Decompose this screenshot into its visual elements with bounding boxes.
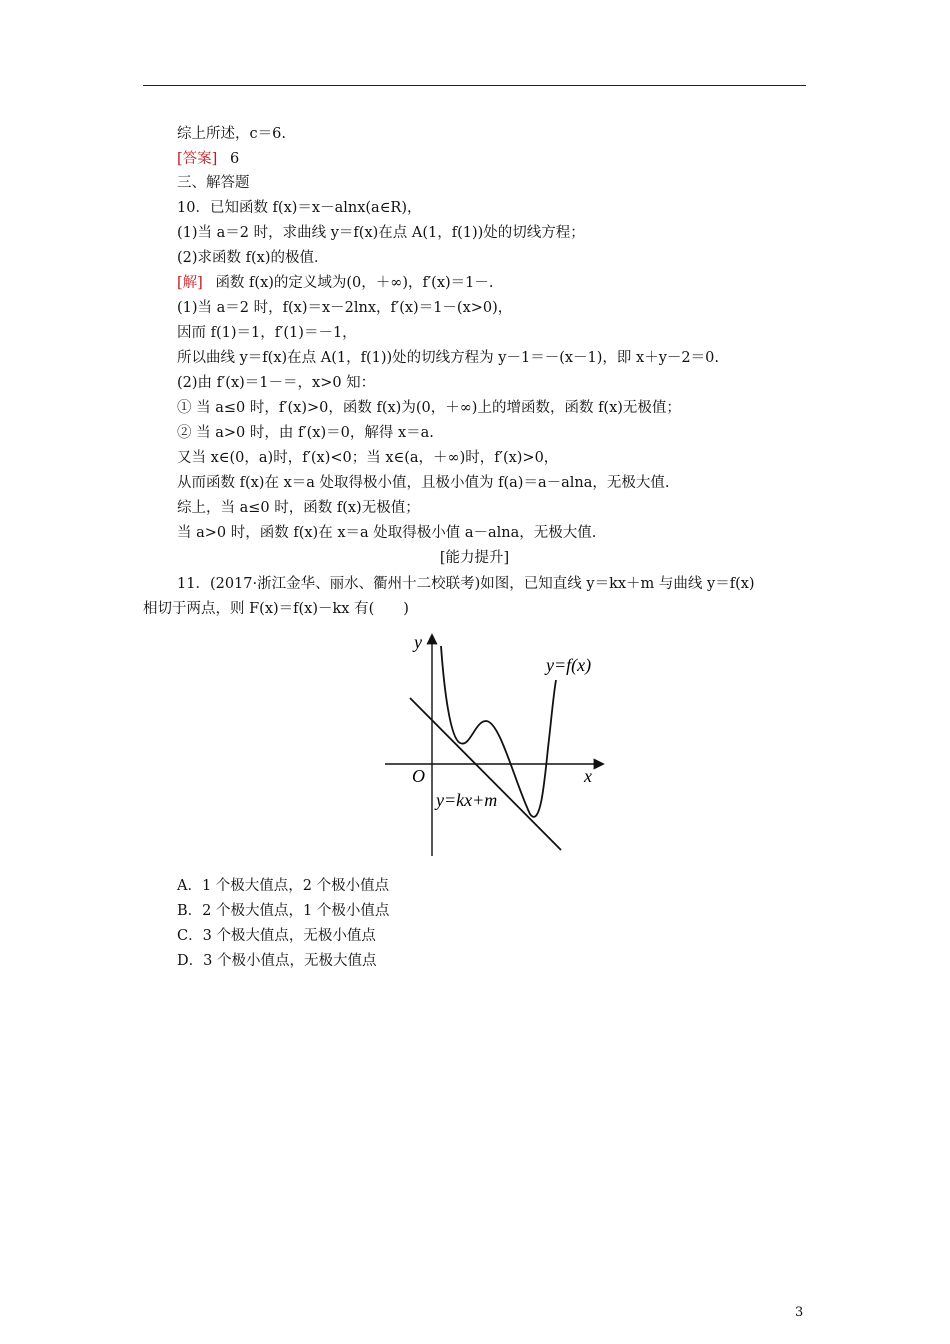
answer-value: 6 — [229, 151, 240, 167]
section-heading-ability: [能力提升] — [439, 550, 510, 566]
q10-stem: 10．已知函数 f(x)＝x－alnx(a∈R)， — [177, 200, 422, 216]
curve-label: y=f(x) — [546, 655, 592, 675]
x-axis-label: x — [584, 766, 592, 786]
solution-line-7: ② 当 a>0 时，由 f′(x)＝0，解得 x＝a. — [177, 425, 434, 441]
q11-stem-line1: 11．(2017·浙江金华、丽水、衢州十二校联考)如图，已知直线 y＝kx＋m 与曲线 y＝f(x) — [177, 576, 755, 592]
q10-part1: (1)当 a＝2 时，求曲线 y＝f(x)在点 A(1，f(1))处的切线方程； — [177, 225, 585, 241]
option-c: C．3 个极大值点，无极小值点 — [177, 928, 376, 944]
origin-label: O — [412, 766, 425, 786]
solution-line-5: (2)由 f′(x)＝1－＝，x>0 知： — [177, 375, 376, 391]
solution-line-8: 又当 x∈(0，a)时，f′(x)<0；当 x∈(a，＋∞)时，f′(x)>0， — [177, 450, 559, 466]
solution-text-1: 函数 f(x)的定义域为(0，＋∞)，f′(x)＝1－. — [215, 275, 494, 291]
q10-part2: (2)求函数 f(x)的极值． — [177, 250, 329, 266]
solution-line-10: 综上，当 a≤0 时，函数 f(x)无极值； — [177, 500, 420, 516]
function-graph-figure — [380, 628, 620, 858]
y-axis-label: y — [414, 632, 422, 652]
answer-line — [177, 150, 239, 168]
option-b: B．2 个极大值点，1 个极小值点 — [177, 903, 390, 919]
conclusion-line: 综上所述，c＝6. — [177, 126, 286, 142]
solution-line-3: 因而 f(1)＝1，f′(1)＝－1， — [177, 325, 357, 341]
solution-line-2: (1)当 a＝2 时，f(x)＝x－2lnx，f′(x)＝1－(x>0)， — [177, 300, 513, 316]
line-label: y=kx+m — [436, 790, 498, 810]
option-a: A．1 个极大值点，2 个极小值点 — [177, 878, 390, 894]
solution-line-6: ① 当 a≤0 时，f′(x)>0，函数 f(x)为(0，＋∞)上的增函数，函数 f(x)无极值； — [177, 400, 681, 416]
solution-tag: [解] — [177, 275, 203, 291]
page-number: 3 — [795, 1305, 804, 1320]
header-rule — [143, 85, 806, 86]
solution-line-4: 所以曲线 y＝f(x)在点 A(1，f(1))处的切线方程为 y－1＝－(x－1)，即 x＋y－2＝0. — [177, 350, 719, 366]
solution-line-11: 当 a>0 时，函数 f(x)在 x＝a 处取得极小值 a－alna，无极大值. — [177, 525, 597, 541]
solution-line-1 — [177, 274, 494, 292]
answer-tag: [答案] — [177, 151, 218, 167]
q11-stem-line2: 相切于两点，则 F(x)＝f(x)－kx 有( ) — [143, 601, 409, 617]
solution-line-9: 从而函数 f(x)在 x＝a 处取得极小值，且极小值为 f(a)＝a－alna，无极大值. — [177, 475, 670, 491]
section-heading-3: 三、解答题 — [177, 175, 250, 191]
option-d: D．3 个极小值点，无极大值点 — [177, 953, 377, 969]
